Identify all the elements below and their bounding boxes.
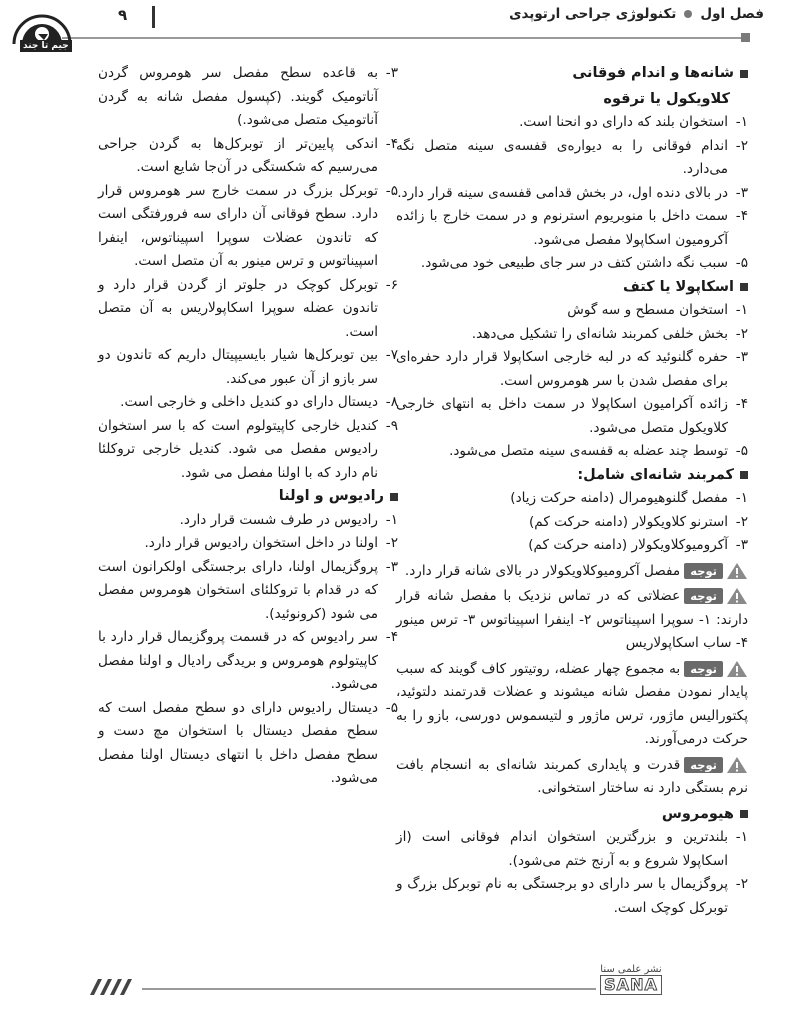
chapter-label: فصل اول [700, 6, 764, 22]
list-item: ۱-مفصل گلنوهیومرال (دامنه حرکت زیاد) [510, 490, 748, 506]
page-number: ۹ [118, 6, 128, 24]
list-item: ۴-زائده آکرامیون اسکاپولا در سمت داخل به انتهای خارجی کلاویکول متصل می‌شود. [396, 396, 748, 436]
note-text: به مجموع چهار عضله، روتیتور کاف گویند که سبب پایدار نمودن مفصل شانه میشوند و عضلات قدرتمند دلتوئید، پکتورالیس ماژور، ترس ماژور و لتیسموس دورسی، بازو را به حرکت درمی‌آورند. [396, 660, 748, 747]
heading-square-icon [740, 70, 748, 78]
header-rule [62, 37, 744, 39]
note-text: عضلاتی که در تماس نزدیک با مفصل شانه قرار دارند: ۱- سوپرا اسپیناتوس ۲- اینفرا اسپیناتوس ۳- ترس مینور ۴- ساب اسکاپولاریس [396, 588, 749, 651]
note-badge [684, 756, 748, 774]
heading-square-icon [740, 283, 748, 291]
list-item: ۲-پروگزیمال با سر دارای دو برجستگی به نام توبرکل بزرگ و توبرکل کوچک است. [396, 876, 748, 916]
list-item: ۹-کندیل خارجی کاپیتولوم است که با سر استخوان رادیوس مفصل می شود. کندیل خارجی تروکلئا نام دارد که با اولنا مفصل می شود. [98, 417, 398, 481]
list-item: ۵-توبرکل بزرگ در سمت خارج سر هومروس قرار دارد. سطح فوقانی آن دارای سه فرورفتگی است که تاندون عضلات سوپرا اسپیناتوس، اینفرا اسپیناتوس و ترس مینور به آن متصل است. [98, 182, 398, 269]
note-block [396, 754, 748, 801]
list-item: ۵-سبب نگه داشتن کتف در سر جای طبیعی خود می‌شود. [420, 255, 748, 271]
section-heading-scapula: اسکاپولا یا کتف [396, 276, 748, 300]
humerus-list [396, 826, 748, 920]
section-heading-shoulder: شانه‌ها و اندام فوقانی [396, 62, 748, 86]
warning-icon [726, 562, 748, 580]
list-item: ۴-اندکی پایین‌تر از توبرکل‌ها به گردن جراحی می‌رسیم که شکستگی در آن‌جا شایع است. [98, 135, 398, 175]
warning-icon [726, 660, 748, 678]
note-text: مفصل آکرومیوکلاویکولار در بالای شانه قرار دارد. [404, 562, 681, 579]
footer-rule [142, 988, 596, 990]
section-heading-girdle: کمربند شانه‌ای شامل: [396, 464, 748, 488]
page-header [0, 0, 788, 50]
list-item: ۱-استخوان مسطح و سه گوش [567, 302, 748, 318]
girdle-list [396, 487, 748, 558]
logo-text: جیم تا جند [20, 40, 72, 52]
note-label: توجه [684, 661, 723, 677]
bullet-dot-icon [684, 10, 692, 18]
list-item: ۸-دیستال دارای دو کندیل داخلی و خارجی است. [120, 394, 398, 410]
left-column [98, 62, 398, 791]
list-item: ۳-آکرومیوکلاویکولار (دامنه حرکت کم) [528, 537, 748, 553]
list-item: ۲-بخش خلفی کمربند شانه‌ای را تشکیل می‌دهد. [471, 325, 748, 342]
note-text: قدرت و پایداری کمربند شانه‌ای به انسجام بافت نرم بستگی دارد نه ساختار استخوانی. [396, 756, 748, 796]
warning-icon [726, 587, 748, 605]
list-item: ۴-سمت داخل با منوبریوم استرنوم و در سمت خارج با زائده آکرومیون اسکاپولا مفصل می‌شود. [396, 208, 748, 248]
list-item: ۵-توسط چند عضله به قفسه‌ی سینه متصل می‌شود. [449, 443, 748, 459]
heading-square-icon [390, 493, 398, 501]
list-item: ۲-استرنو کلاویکولار (دامنه حرکت کم) [529, 513, 748, 530]
right-column [396, 62, 748, 920]
note-label: توجه [684, 588, 723, 604]
subheading-clavicle: کلاویکول یا ترقوه [603, 90, 730, 107]
clavicle-list [396, 111, 748, 276]
footer-stripes-icon [86, 975, 136, 997]
note-badge [684, 562, 748, 580]
list-item: ۱-رادیوس در طرف شست قرار دارد. [179, 511, 398, 528]
list-item: ۵-دیستال رادیوس دارای دو سطح مفصل است که سطح مفصل دیستال با استخوان مچ دست و سطح مفصل داخل با انتهای دیستال اولنا مفصل می‌شود. [98, 699, 398, 786]
heading-square-icon [740, 471, 748, 479]
publisher-mark [600, 964, 662, 995]
list-item: ۳-در بالای دنده اول، در بخش قدامی قفسه‌ی سینه قرار دارد. [397, 184, 748, 201]
heading-square-icon [740, 810, 748, 818]
list-item: ۴-سر رادیوس که در قسمت پروگزیمال قرار دارد با کاپیتولوم هومروس و بریدگی رادیال و اولنا مفصل می‌شود. [98, 629, 398, 692]
warning-icon [726, 756, 748, 774]
header-square-icon [741, 33, 750, 42]
humerus-list-continued [98, 62, 398, 485]
list-item: ۱-استخوان بلند که دارای دو انحنا است. [519, 114, 748, 130]
note-block [396, 658, 748, 752]
note-badge [684, 587, 748, 605]
publisher-name: نشر علمی سنا [600, 964, 662, 975]
list-item: ۱-بلندترین و بزرگترین استخوان اندام فوقانی است (از اسکاپولا شروع و به آرنج ختم می‌شود). [396, 829, 748, 869]
book-title: تکنولوژی جراحی ارتوپدی [509, 6, 677, 22]
header-divider [152, 6, 155, 28]
note-label: توجه [684, 757, 723, 773]
list-item: ۳-حفره گلنوئید که در لبه خارجی اسکاپولا قرار دارد حفره‌ای برای مفصل شدن با سر هومروس است. [396, 349, 748, 389]
publisher-logo: SANA [600, 975, 662, 995]
list-item: ۲-اولنا در داخل استخوان رادیوس قرار دارد. [144, 535, 398, 551]
section-heading-humerus: هیومروس [396, 803, 748, 827]
radius-list [98, 509, 398, 791]
list-item: ۷-بین توبرکل‌ها شیار بایسیپیتال داریم که تاندون دو سر بازو از آن عبور می‌کند. [98, 347, 398, 387]
note-badge [684, 660, 748, 678]
note-label: توجه [684, 563, 723, 579]
note-block [396, 560, 748, 584]
list-item: ۳-پروگزیمال اولنا، دارای برجستگی اولکرانون است که در قدام با تروکلئای استخوان هومروس مفصل می شود (کرونوئید). [98, 558, 398, 622]
scapula-list [396, 299, 748, 464]
section-heading-radius-ulna: رادیوس و اولنا [98, 485, 398, 509]
list-item: ۶-توبرکل کوچک در جلوتر از گردن قرار دارد و تاندون عضله سوپرا اسکاپولاریس به آن متصل است. [98, 276, 398, 340]
list-item: ۲-اندام فوقانی را به دیواره‌ی قفسه‌ی سینه متصل نگه می‌دارد. [396, 137, 748, 177]
running-head [509, 6, 764, 22]
note-block [396, 585, 748, 656]
list-item: ۳-به قاعده سطح مفصل سر هومروس گردن آناتومیک گویند. (کپسول مفصل شانه به گردن آناتومیک متصل می‌شود.) [98, 65, 398, 128]
